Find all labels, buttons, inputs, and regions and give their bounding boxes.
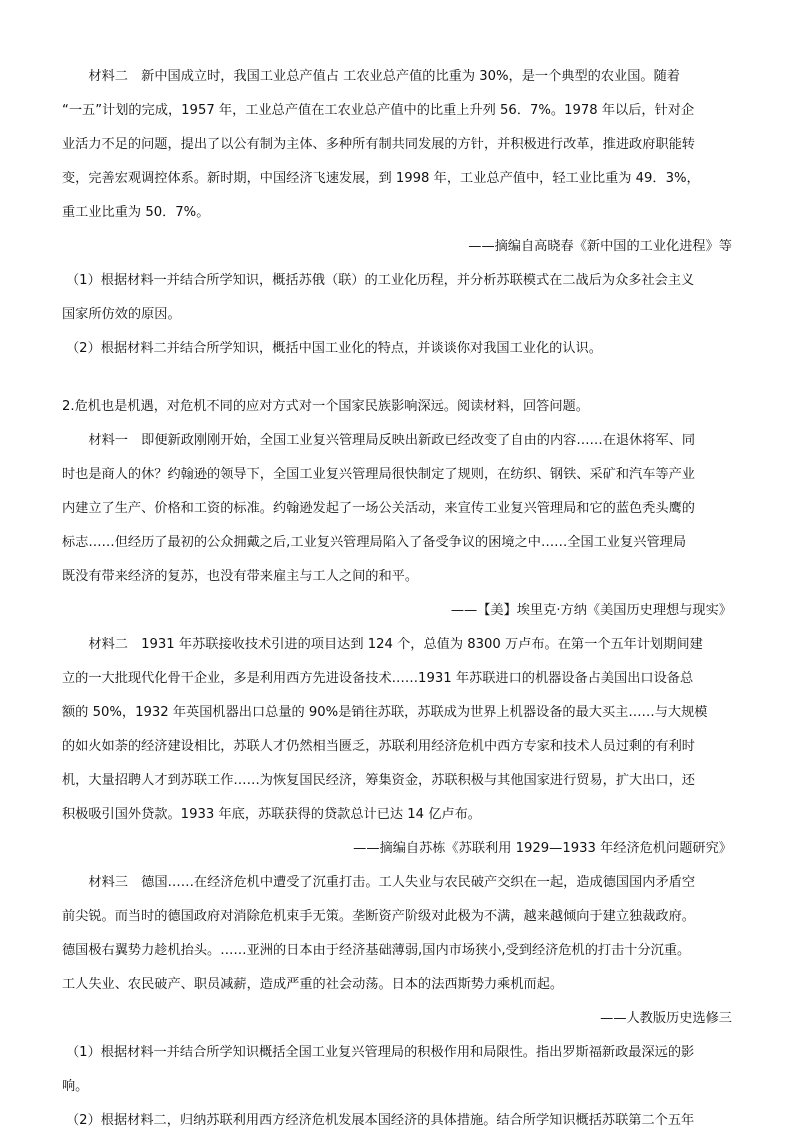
spacer [62,366,732,390]
source-citation: ——摘编自高晓春《新中国的工业化进程》等 [468,239,732,254]
paragraph-line: 额的 50%，1932 年英国机器出口总量的 90%是销往苏联，苏联成为世界上机器设备的最大买主……与大规模 [62,705,708,720]
paragraph-line: 材料二 新中国成立时，我国工业总产值占 工农业总产值的比重为 30%，是一个典型的农业国。随着 [88,69,680,84]
question-line: （1）根据材料一并结合所学知识概括全国工业复兴管理局的积极作用和局限性。指出罗斯福新政最深远的影 [66,1045,695,1060]
questions-block-1 [62,264,732,366]
paragraph-line: 材料三 德国……在经济危机中遭受了沉重打击。工人失业与农民破产交织在一起，造成德国国内矛盾空 [88,875,696,890]
paragraph-line: 材料二 1931 年苏联接收技术引进的项目达到 124 个，总值为 8300 万卢布。在第一个五年计划期间建 [88,637,703,652]
document-page [62,60,732,1138]
question-line: （2）根据材料二并结合所学知识，概括中国工业化的特点，并谈谈你对我国工业化的认识。 [66,341,602,356]
paragraph-line: 标志……但经历了最初的公众拥戴之后,工业复兴管理局陷入了备受争议的困境之中……全国工业复兴管理局 [62,535,687,550]
paragraph-line: 材料一 即便新政刚刚开始，全国工业复兴管理局反映出新政已经改变了自由的内容……在退休将军、同 [88,433,696,448]
paragraph-line: 业活力不足的问题，提出了以公有制为主体、多种所有制共同发展的方针，并积极进行改革，推进政府职能转 [62,137,695,152]
paragraph-line: 既没有带来经济的复苏，也没有带来雇主与工人之间的和平。 [62,569,419,584]
paragraph-line: 机，大量招聘人才到苏联工作……为恢复国民经济，筹集资金，苏联积极与其他国家进行贸易，扩大出口，还 [62,773,695,788]
question-line: 响。 [62,1079,89,1094]
paragraph-line: 德国极右翼势力趁机抬头。……亚洲的日本由于经济基础薄弱,国内市场狭小,受到经济危机的打击十分沉重。 [62,943,691,958]
question-line: 国家所仿效的原因。 [62,307,181,322]
paragraph-line: 的如火如荼的经济建设相比，苏联人才仍然相当匮乏，苏联利用经济危机中西方专家和技术人员过剩的有利时 [62,739,695,754]
paragraph-line: 时也是商人的休？约翰逊的领导下，全国工业复兴管理局很快制定了规则，在纺织、钢铁、采矿和汽车等产业 [62,467,695,482]
source-citation: ——摘编自苏栋《苏联利用 1929—1933 年经济危机问题研究》 [353,841,732,856]
paragraph-line: 立的一大批现代化骨干企业，多是利用西方先进设备技术……1931 年苏联进口的机器设备占美国出口设备总 [62,671,694,686]
question-intro: 2.危机也是机遇，对危机不同的应对方式对一个国家民族影响深远。阅读材料，回答问题。 [62,399,589,414]
paragraph-line: “一五”计划的完成，1957 年，工业总产值在工农业总产值中的比重上升列 56．7%。1978 年以后，针对企 [62,103,695,118]
paragraph-line: 内建立了生产、价格和工资的标准。约翰逊发起了一场公关活动，来宣传工业复兴管理局和它的蓝色秃头鹰的 [62,501,695,516]
material-2-china-industrialization [62,60,732,264]
question-line: （2）根据材料二，归纳苏联利用西方经济危机发展本国经济的具体措施。结合所学知识概括苏联第二个五年 [66,1113,695,1128]
question-line: （1）根据材料一并结合所学知识，概括苏俄（联）的工业化历程，并分析苏联模式在二战后为众多社会主义 [66,273,695,288]
paragraph-line: 变，完善宏观调控体系。新时期，中国经济飞速发展，到 1998 年，工业总产值中，轻工业比重为 49．3%， [62,171,700,186]
paragraph-line: 重工业比重为 50．7%。 [62,205,210,220]
source-citation: ——【美】埃里克·方纳《美国历史理想与现实》 [450,603,732,618]
paragraph-line: 积极吸引国外贷款。1933 年底，苏联获得的贷款总计已达 14 亿卢布。 [62,807,481,822]
question-2-section [62,390,732,1138]
paragraph-line: 工人失业、农民破产、职员减薪，造成严重的社会动荡。日本的法西斯势力乘机而起。 [62,977,564,992]
paragraph-line: 前尖锐。而当时的德国政府对消除危机束手无策。垄断资产阶级对此极为不满，越来越倾向于建立独裁政府。 [62,909,695,924]
source-citation: ——人教版历史选修三 [600,1011,732,1026]
